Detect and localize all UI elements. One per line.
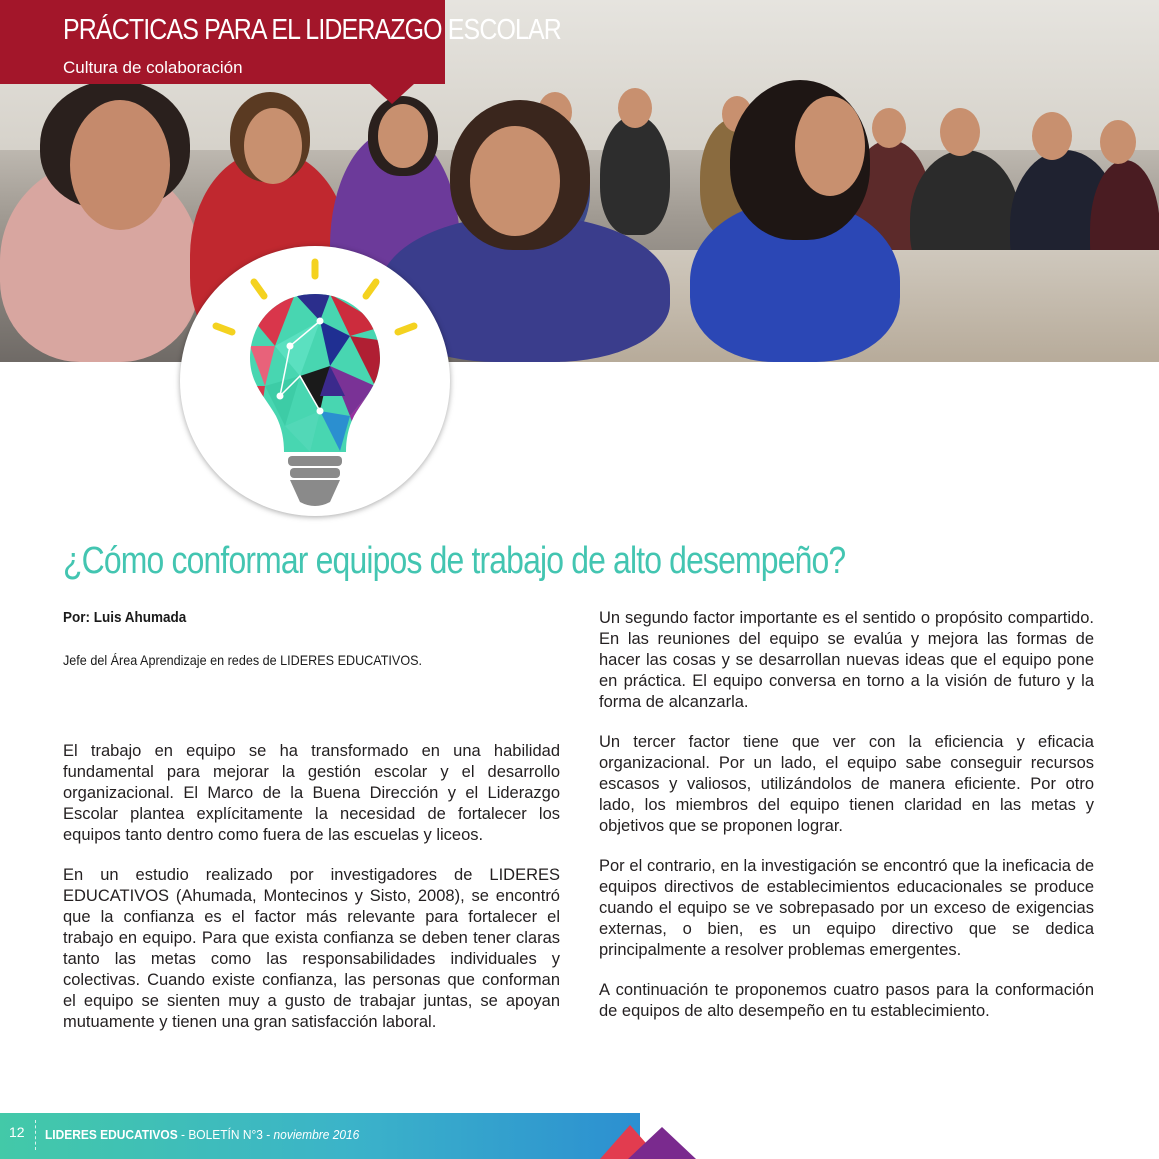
author-role: Jefe del Área Aprendizaje en redes de LIDERES EDUCATIVOS. — [63, 652, 423, 668]
paragraph: El trabajo en equipo se ha transformado en una habilidad fundamental para mejorar la gestión escolar y el desarrollo organizacional. El Marco de la Buena Dirección y el Liderazgo Escolar plantea explícitamente la necesidad de fortalecer los equipos tanto dentro como fuera de las escuelas y liceos. — [63, 742, 560, 844]
footer-issue: BOLETÍN N°3 — [188, 1127, 263, 1142]
lightbulb-icon — [180, 246, 450, 516]
footer-divider — [35, 1120, 36, 1150]
paragraph: Un segundo factor importante es el sentido o propósito compartido. En las reuniones del equipo se evalúa y mejora las formas de hacer las cosas y se desarrollan nuevas ideas que el equipo pone en práctica. El equipo conversa en torno a la visión de futuro y la forma de alcanzarla. — [599, 609, 1094, 711]
footer-text: LIDERES EDUCATIVOS - BOLETÍN N°3 - noviembre 2016 — [45, 1127, 360, 1142]
byline: Por: Luis Ahumada — [63, 609, 187, 626]
article-title: ¿Cómo conformar equipos de trabajo de alto desempeño? — [63, 540, 846, 582]
page-number: 12 — [9, 1124, 25, 1140]
footer-decoration — [628, 1127, 696, 1159]
paragraph: En un estudio realizado por investigadores de LIDERES EDUCATIVOS (Ahumada, Montecinos y Sisto, 2008), se encontró que la confianza es el factor más relevante para fortalecer el trabajo en equipo. Para que exista confianza se deben tener claras tanto las metas como las responsabilidades individuales y colectivas. Cuando existe confianza, las personas que conforman el equipo se sienten muy a gusto de trabajar juntas, se apoyan mutuamente y tienen una gran satisfacción laboral. — [63, 866, 560, 1031]
right-column — [599, 608, 1094, 1041]
section-title: PRÁCTICAS PARA EL LIDERAZGO ESCOLAR — [63, 14, 561, 46]
section-subtitle: Cultura de colaboración — [63, 58, 243, 77]
footer-date: noviembre 2016 — [273, 1127, 360, 1142]
paragraph: Por el contrario, en la investigación se encontró que la ineficacia de equipos directivos de establecimientos educacionales se produce cuando el equipo se ve sobrepasado por un exceso de exigencias externas, o bien, es un equipo directivo que se dedica principalmente a resolver problemas emergentes. — [599, 857, 1094, 959]
paragraph: Un tercer factor tiene que ver con la eficiencia y eficacia organizacional. Por un lado, el equipo sabe conseguir recursos escasos y valiosos, utilizándolos de manera eficiente. Por otro lado, los miembros del equipo tienen claridad en las metas y objetivos que se proponen lograr. — [599, 733, 1094, 835]
left-column — [63, 741, 560, 1052]
footer-brand: LIDERES EDUCATIVOS — [45, 1127, 178, 1142]
header-pointer — [370, 84, 414, 104]
paragraph: A continuación te proponemos cuatro pasos para la conformación de equipos de alto desempeño en tu establecimiento. — [599, 981, 1094, 1020]
